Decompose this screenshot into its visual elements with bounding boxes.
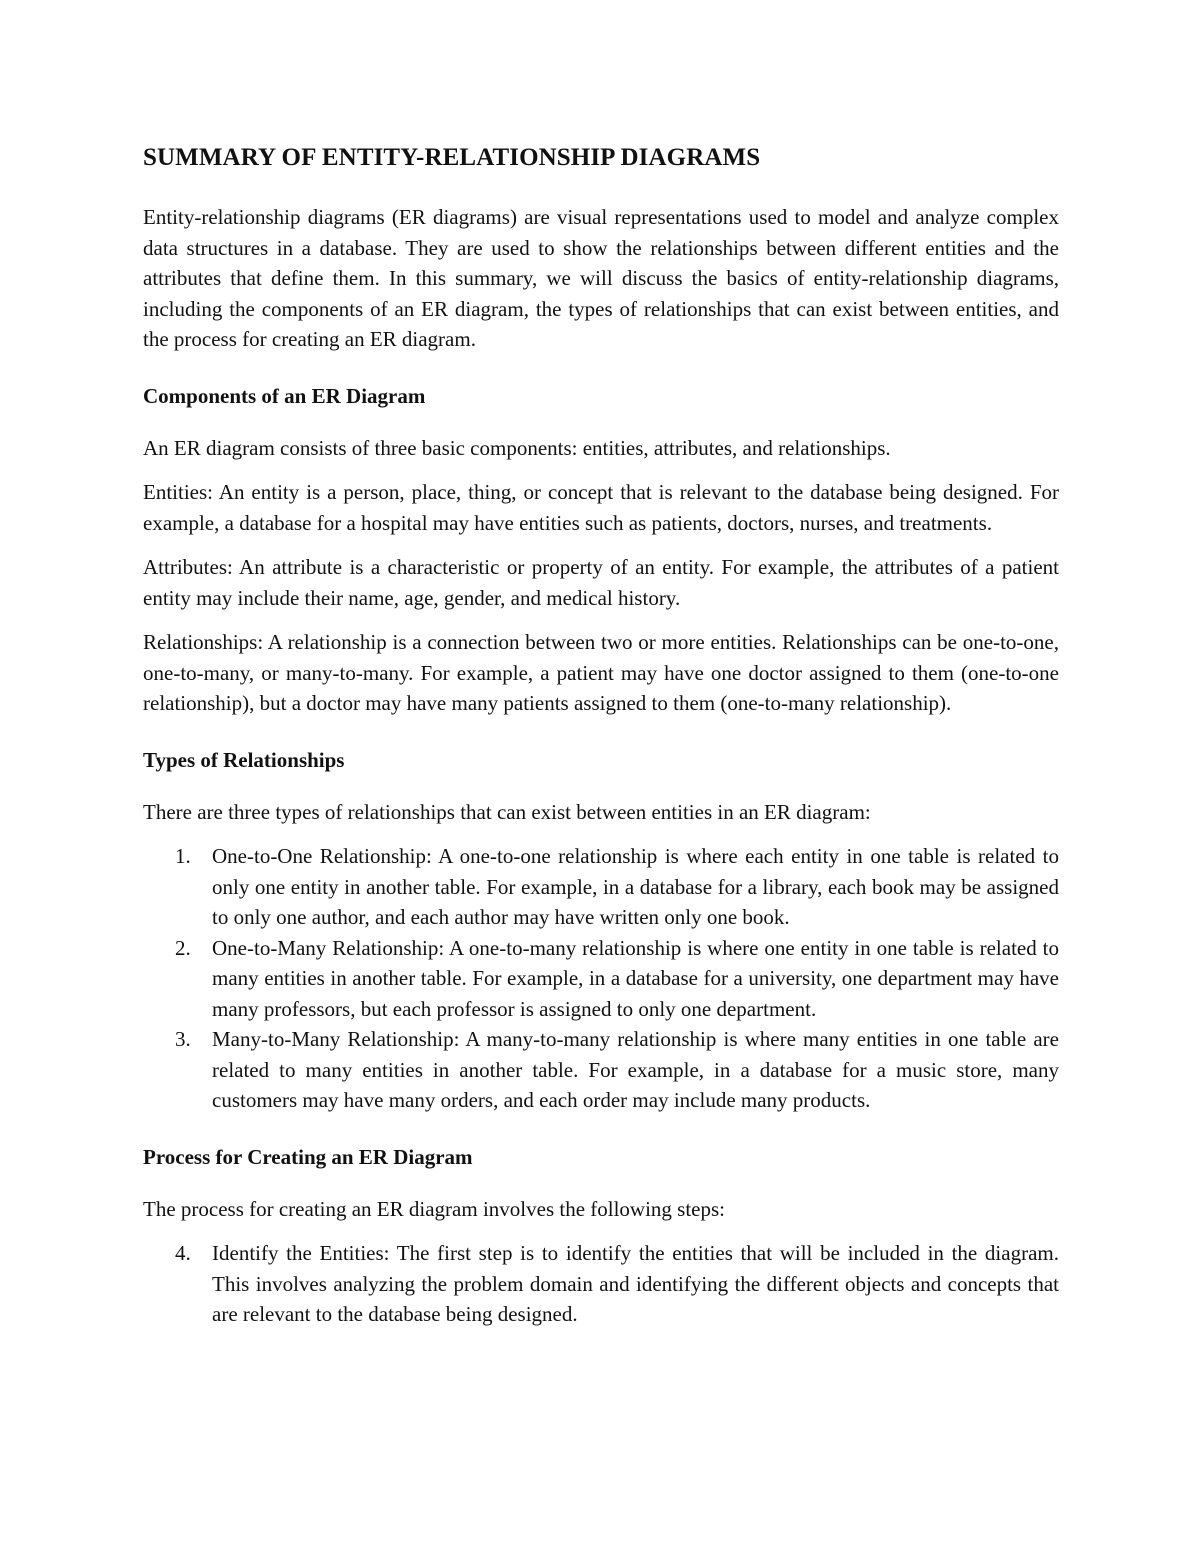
process-lead: The process for creating an ER diagram involves the following steps: — [143, 1196, 726, 1221]
components-lead: An ER diagram consists of three basic components: entities, attributes, and relationships. — [143, 435, 891, 460]
components-heading: Components of an ER Diagram — [143, 383, 426, 408]
list-item-number: 4. — [175, 1241, 191, 1265]
list-item-text: Identify the Entities: The first step is to identify the entities that will be included in the diagram. This involves analyzing the problem domain and identifying the different objects and concepts that are relevant to the database being designed. — [212, 1241, 1059, 1326]
list-item — [143, 1238, 1059, 1330]
types-lead: There are three types of relationships that can exist between entities in an ER diagram: — [143, 799, 871, 824]
process-steps-list — [143, 1238, 1059, 1330]
list-item-number: 1. — [175, 844, 191, 868]
list-item-text: One-to-One Relationship: A one-to-one relationship is where each entity in one table is related to only one entity in another table. For example, in a database for a library, each book may be assigned to only one author, and each author may have written only one book. — [212, 844, 1059, 929]
relationships-paragraph: Relationships: A relationship is a connection between two or more entities. Relationships can be one-to-one, one-to-many, or many-to-many. For example, a patient may have one doctor assigned to them (one-to-one relationship), but a doctor may have many patients assigned to them (one-to-many relationship). — [143, 630, 1059, 715]
list-item — [143, 933, 1059, 1025]
intro-paragraph: Entity-relationship diagrams (ER diagrams) are visual representations used to model and analyze complex data structures in a database. They are used to show the relationships between different entities and the attributes that define them. In this summary, we will discuss the basics of entity-relationship diagrams, including the components of an ER diagram, the types of relationships that can exist between entities, and the process for creating an ER diagram. — [143, 205, 1059, 351]
document-page — [143, 128, 1059, 1330]
list-item-text: Many-to-Many Relationship: A many-to-many relationship is where many entities in one table are related to many entities in another table. For example, in a database for a music store, many customers may have many orders, and each order may include many products. — [212, 1027, 1059, 1112]
relationship-types-list — [143, 841, 1059, 1116]
list-item — [143, 841, 1059, 933]
list-item — [143, 1024, 1059, 1116]
list-item-number: 2. — [175, 935, 191, 960]
list-item-number: 3. — [175, 1027, 191, 1051]
list-item-text: One-to-Many Relationship: A one-to-many relationship is where one entity in one table is related to many entities in another table. For example, in a database for a university, one department may have many professors, but each professor is assigned to only one department. — [212, 935, 1059, 1021]
types-heading: Types of Relationships — [143, 747, 345, 772]
process-heading: Process for Creating an ER Diagram — [143, 1144, 473, 1169]
entities-paragraph: Entities: An entity is a person, place, thing, or concept that is relevant to the database being designed. For example, a database for a hospital may have entities such as patients, doctors, nurses, and treatments. — [143, 480, 1059, 535]
document-title: SUMMARY OF ENTITY-RELATIONSHIP DIAGRAMS — [143, 144, 761, 171]
attributes-paragraph: Attributes: An attribute is a characteristic or property of an entity. For example, the attributes of a patient entity may include their name, age, gender, and medical history. — [143, 555, 1059, 610]
